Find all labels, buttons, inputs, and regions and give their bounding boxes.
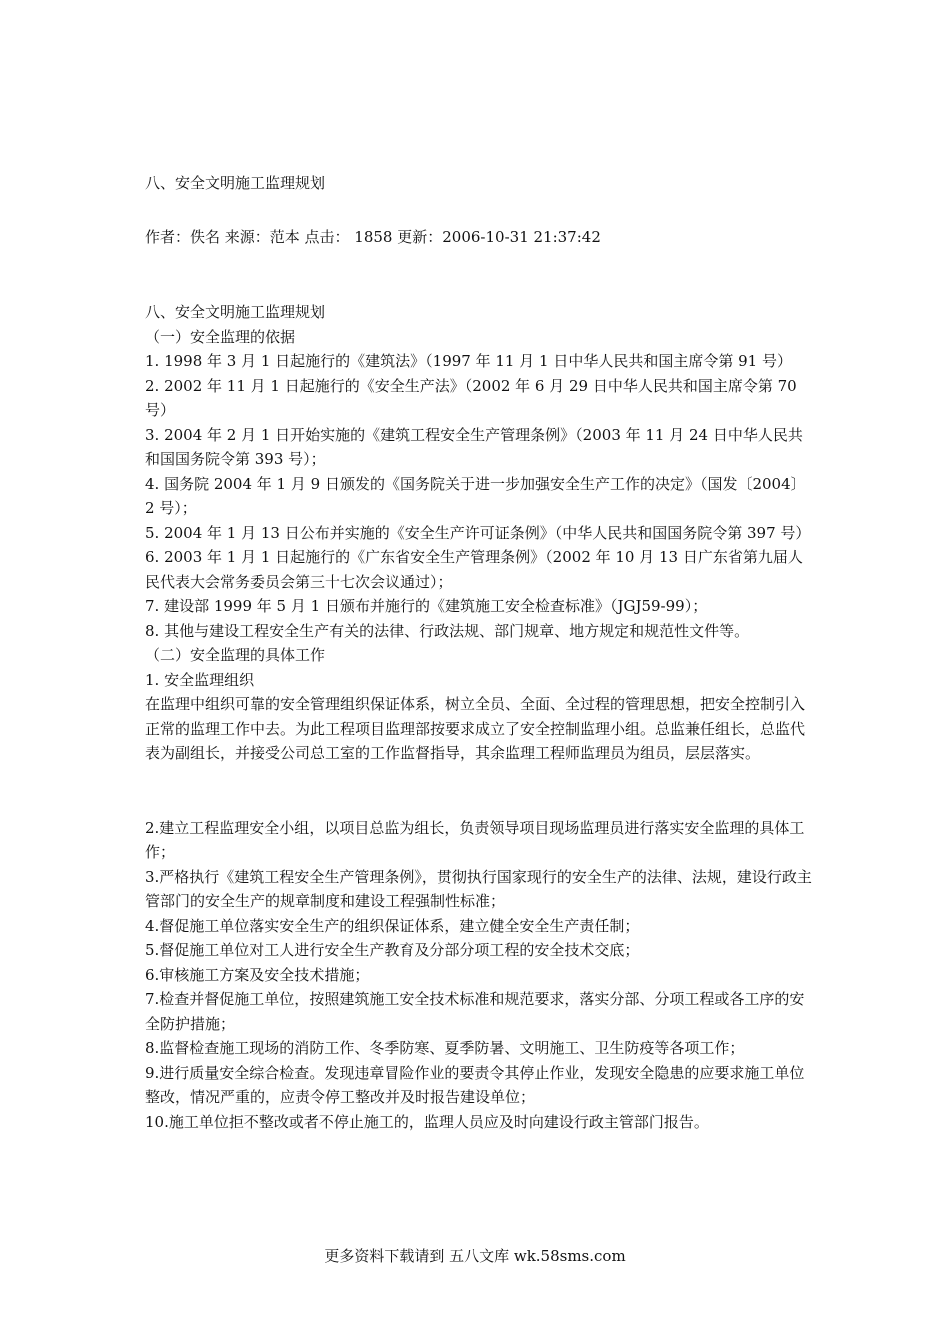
duty-item: 2.建立工程监理安全小组，以项目总监为组长，负责领导项目现场监理员进行落实安全监理的具体工作；	[145, 818, 805, 861]
duty-item: 9.进行质量安全综合检查。发现违章冒险作业的要责令其停止作业，发现安全隐患的应要求施工单位整改，情况严重的，应责令停工整改并及时报告建设单位；	[145, 1063, 805, 1106]
paragraph-gap	[145, 766, 815, 816]
duty-item: 8.监督检查施工现场的消防工作、冬季防寒、夏季防暑、文明施工、卫生防疫等各项工作；	[145, 1039, 745, 1057]
duty-item: 10.施工单位拒不整改或者不停止施工的，监理人员应及时向建设行政主管部门报告。	[145, 1112, 709, 1131]
document-title: 八、安全文明施工监理规划	[145, 174, 326, 192]
section-title-basis: （一）安全监理的依据	[145, 327, 296, 346]
basis-item: 6. 2003 年 1 月 1 日起施行的《广东省安全生产管理条例》（2002 年 10 月 13 日广东省第九届人民代表大会常务委员会第三十七次会议通过）；	[145, 548, 803, 591]
duty-item: 4.督促施工单位落实安全生产的组织保证体系，建立健全安全生产责任制；	[145, 916, 640, 935]
basis-item: 4. 国务院 2004 年 1 月 9 日颁发的《国务院关于进一步加强安全生产工作的决定》（国发〔2004〕2 号）；	[145, 474, 806, 517]
duty-item: 6.审核施工方案及安全技术措施；	[145, 965, 370, 984]
basis-item: 3. 2004 年 2 月 1 日开始实施的《建筑工程安全生产管理条例》（2003 年 11 月 24 日中华人民共和国国务院令第 393 号）；	[145, 425, 803, 468]
article-body	[145, 300, 815, 1134]
duty-item: 5.督促施工单位对工人进行安全生产教育及分部分项工程的安全技术交底；	[145, 941, 640, 959]
basis-item: 8. 其他与建设工程安全生产有关的法律、行政法规、部门规章、地方规定和规范性文件等。	[145, 621, 750, 640]
basis-item: 1. 1998 年 3 月 1 日起施行的《建筑法》（1997 年 11 月 1 日中华人民共和国主席令第 91 号）	[145, 352, 792, 370]
duty-item: 7.检查并督促施工单位，按照建筑施工安全技术标准和规范要求，落实分部、分项工程或各工序的安全防护措施；	[145, 990, 805, 1033]
article-meta: 作者：佚名 来源：范本 点击： 1858 更新：2006-10-31 21:37:42	[145, 228, 601, 246]
basis-item: 7. 建设部 1999 年 5 月 1 日颁布并施行的《建筑施工安全检查标准》（JGJ59-99）；	[145, 597, 708, 615]
section-title-work: （二）安全监理的具体工作	[145, 646, 326, 664]
basis-item: 5. 2004 年 1 月 13 日公布并实施的《安全生产许可证条例》（中华人民共和国国务院令第 397 号）	[145, 523, 811, 542]
document-content	[145, 170, 815, 1134]
organization-paragraph: 在监理中组织可靠的安全管理组织保证体系，树立全员、全面、全过程的管理思想，把安全控制引入正常的监理工作中去。为此工程项目监理部按要求成立了安全控制监理小组。总监兼任组长，总监代表为副组长，并接受公司总工室的工作监督指导，其余监理工程师监理员为组员，层层落实。	[145, 695, 806, 762]
page-footer: 更多资料下载请到 五八文库 wk.58sms.com	[324, 1247, 626, 1265]
duty-item: 3.严格执行《建筑工程安全生产管理条例》，贯彻执行国家现行的安全生产的法律、法规，建设行政主管部门的安全生产的规章制度和建设工程强制性标准；	[145, 867, 812, 910]
article-heading: 八、安全文明施工监理规划	[145, 303, 326, 321]
basis-item: 2. 2002 年 11 月 1 日起施行的《安全生产法》（2002 年 6 月 29 日中华人民共和国主席令第 70 号）	[145, 376, 797, 419]
subsection-title-organization: 1. 安全监理组织	[145, 670, 255, 689]
